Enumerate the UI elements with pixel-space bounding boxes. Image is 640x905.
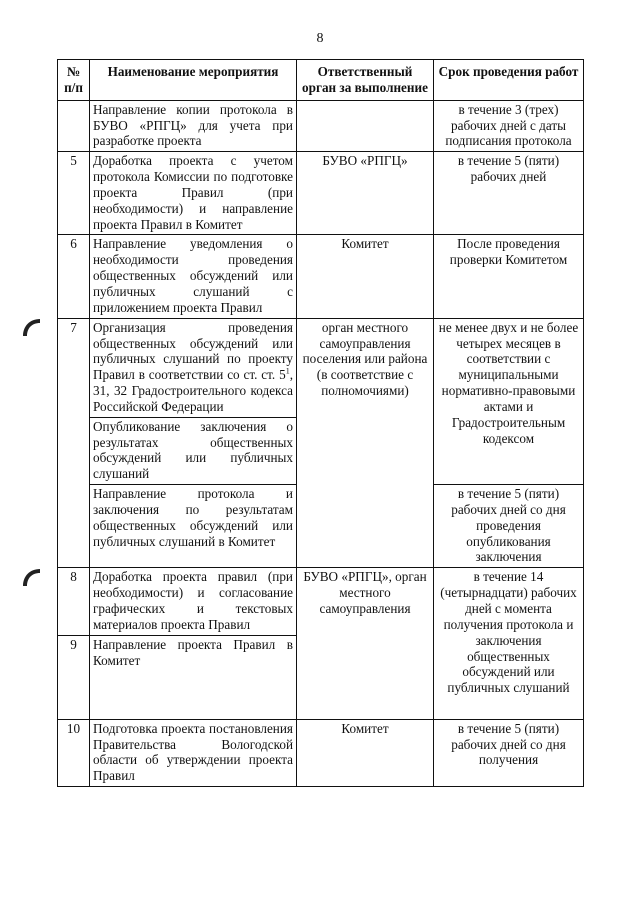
row-name: Доработка проекта с учетом протокола Комиссии по подготовке проекта Правил (при необходимости) и направление проекта Правил в Комитет bbox=[90, 152, 297, 235]
row-name: Направление уведомления о необходимости проведения общественных обсуждений или публичных слушаний с приложением проекта Правил bbox=[90, 235, 297, 318]
row-name: Направление проекта Правил в Комитет bbox=[90, 635, 297, 719]
row-name: Опубликование заключения о результатах общественных обсуждений или публичных слушаний bbox=[90, 417, 297, 484]
row-term: в течение 5 (пяти) рабочих дней со дня получения bbox=[434, 719, 584, 786]
row-num: 10 bbox=[58, 719, 90, 786]
row-name-part: , 31, 32 Градостроительного кодекса Российской Федерации bbox=[93, 367, 293, 414]
row-responsible: орган местного самоуправления поселения или района (в соответствие с полномочиями) bbox=[297, 318, 434, 568]
row-responsible: БУВО «РПГЦ», орган местного самоуправления bbox=[297, 568, 434, 719]
row-num: 6 bbox=[58, 235, 90, 318]
table-row bbox=[58, 568, 584, 635]
hole-punch-mark bbox=[20, 316, 42, 338]
row-num bbox=[58, 100, 90, 152]
row-num: 7 bbox=[58, 318, 90, 568]
row-name: Направление протокола и заключения по результатам общественных обсуждений или публичных слушаний в Комитет bbox=[90, 485, 297, 568]
header-term: Срок проведения работ bbox=[434, 60, 584, 101]
row-responsible: БУВО «РПГЦ» bbox=[297, 152, 434, 235]
row-name: Подготовка проекта постановления Правительства Вологодской области об утверждении проекта Правил bbox=[90, 719, 297, 786]
row-term: в течение 5 (пяти) рабочих дней со дня проведения опубликования заключения bbox=[434, 485, 584, 568]
row-responsible: Комитет bbox=[297, 235, 434, 318]
row-responsible bbox=[297, 100, 434, 152]
table-row bbox=[58, 152, 584, 235]
header-responsible: Ответственный орган за выполнение bbox=[297, 60, 434, 101]
row-term: После проведения проверки Комитетом bbox=[434, 235, 584, 318]
table-row bbox=[58, 100, 584, 152]
table-row bbox=[58, 235, 584, 318]
row-name-part: Организация проведения общественных обсуждений или публичных слушаний по проекту Правил в соответствии со ст. ст. 5 bbox=[93, 319, 293, 383]
table-header-row bbox=[58, 60, 584, 101]
row-num: 5 bbox=[58, 152, 90, 235]
row-responsible: Комитет bbox=[297, 719, 434, 786]
header-num: № п/п bbox=[58, 60, 90, 101]
header-name: Наименование мероприятия bbox=[90, 60, 297, 101]
schedule-table bbox=[57, 59, 584, 787]
row-num: 8 bbox=[58, 568, 90, 635]
table-row bbox=[58, 719, 584, 786]
row-name bbox=[90, 318, 297, 417]
row-term: в течение 3 (трех) рабочих дней с даты подписания протокола bbox=[434, 100, 584, 152]
table-row bbox=[58, 318, 584, 417]
row-name: Направление копии протокола в БУВО «РПГЦ» для учета при разработке проекта bbox=[90, 100, 297, 152]
article-superscript: 1 bbox=[285, 366, 290, 376]
row-term: в течение 14 (четырнадцати) рабочих дней с момента получения протокола и заключения общественных обсуждений или публичных слушаний bbox=[434, 568, 584, 719]
row-num: 9 bbox=[58, 635, 90, 719]
row-term: в течение 5 (пяти) рабочих дней bbox=[434, 152, 584, 235]
row-name: Доработка проекта правил (при необходимости) и согласование графических и текстовых материалов проекта Правил bbox=[90, 568, 297, 635]
row-term: не менее двух и не более четырех месяцев в соответствии с муниципальными нормативно-правовыми актами и Градостроительным кодексом bbox=[434, 318, 584, 484]
hole-punch-mark bbox=[20, 566, 42, 588]
page-number: 8 bbox=[316, 31, 324, 46]
